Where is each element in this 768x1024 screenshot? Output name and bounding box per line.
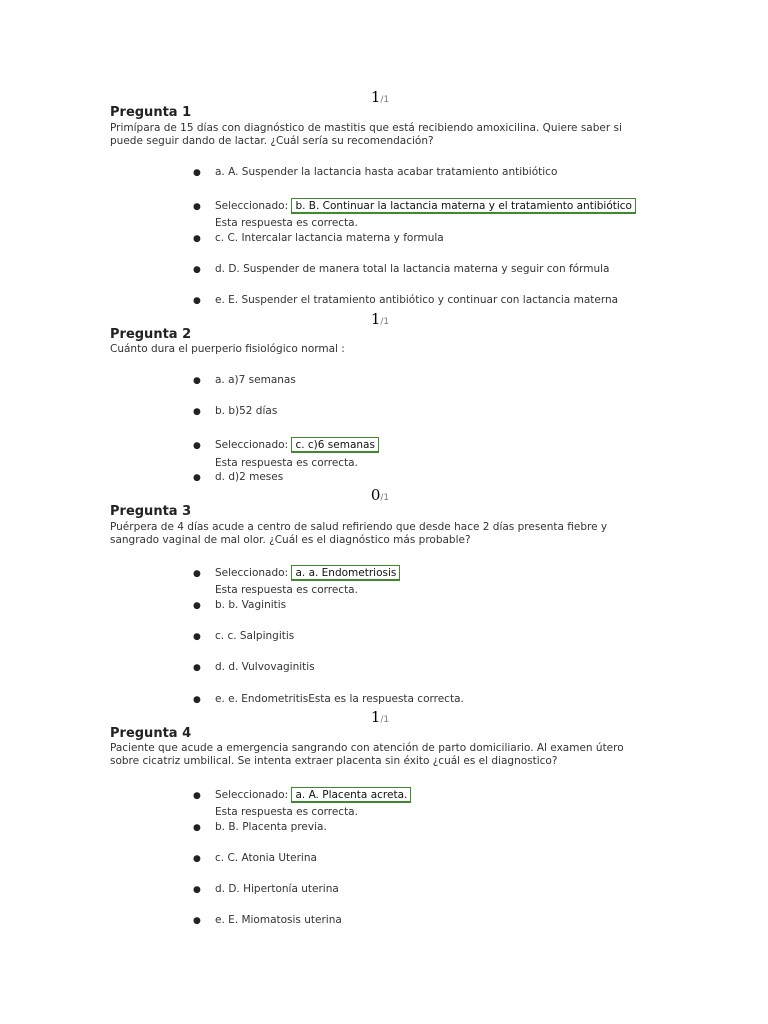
question-score: 1/1	[370, 88, 390, 106]
answer-option[interactable]: ● d. d)2 meses	[193, 471, 284, 483]
bullet-icon: ●	[193, 695, 201, 705]
question-text: Puérpera de 4 días acude a centro de salud refiriendo que desde hace 2 días presenta fiebre y sangrado vaginal de mal olor. ¿Cuál es el diagnóstico más probable?	[110, 521, 608, 546]
answer-option-selected[interactable]: ● Seleccionado: a. A. Placenta acreta.	[193, 789, 411, 803]
answer-option[interactable]: ● e. E. Miomatosis uterina	[193, 914, 342, 926]
answer-option[interactable]: ● b. B. Placenta previa.	[193, 821, 327, 833]
answer-feedback: Esta respuesta es correcta.	[215, 584, 358, 596]
question-title: Pregunta 1	[110, 105, 192, 120]
bullet-icon: ●	[193, 885, 201, 895]
answer-option[interactable]: ● c. C. Atonia Uterina	[193, 852, 317, 864]
question-text: Paciente que acude a emergencia sangrando con atención de parto domiciliario. Al examen útero sobre cicatriz umbilical. Se intenta extraer placenta sin éxito ¿cuál es el diagnostico?	[110, 742, 624, 767]
bullet-icon: ●	[193, 823, 201, 833]
answer-option[interactable]: ● a. a)7 semanas	[193, 374, 296, 386]
question-text: Cuánto dura el puerperio fisiológico normal :	[110, 343, 345, 355]
answer-option[interactable]: ● d. D. Hipertonía uterina	[193, 883, 339, 895]
bullet-icon: ●	[193, 265, 201, 275]
question-title: Pregunta 2	[110, 327, 192, 342]
bullet-icon: ●	[193, 473, 201, 483]
question-score: 0/1	[370, 486, 390, 504]
bullet-icon: ●	[193, 916, 201, 926]
answer-feedback: Esta respuesta es correcta.	[215, 806, 358, 818]
bullet-icon: ●	[193, 441, 201, 451]
bullet-icon: ●	[193, 234, 201, 244]
bullet-icon: ●	[193, 376, 201, 386]
bullet-icon: ●	[193, 601, 201, 611]
selected-answer-box: a. A. Placenta acreta.	[291, 787, 411, 803]
bullet-icon: ●	[193, 854, 201, 864]
answer-option-selected[interactable]: ● Seleccionado: c. c)6 semanas	[193, 439, 379, 453]
question-text: Primípara de 15 días con diagnóstico de mastitis que está recibiendo amoxicilina. Quiere saber si puede seguir dando de lactar. ¿Cuál sería su recomendación?	[110, 122, 622, 147]
question-title: Pregunta 3	[110, 504, 192, 519]
answer-option[interactable]: ● c. c. Salpingitis	[193, 630, 295, 642]
answer-feedback: Esta respuesta es correcta.	[215, 457, 358, 469]
bullet-icon: ●	[193, 791, 201, 801]
answer-option[interactable]: ● d. D. Suspender de manera total la lactancia materna y seguir con fórmula	[193, 263, 610, 275]
answer-option-selected[interactable]: ● Seleccionado: b. B. Continuar la lactancia materna y el tratamiento antibiótico	[193, 200, 636, 214]
answer-option[interactable]: ● e. E. Suspender el tratamiento antibiótico y continuar con lactancia materna	[193, 294, 619, 306]
selected-answer-box: a. a. Endometriosis	[291, 565, 400, 581]
answer-feedback: Esta respuesta es correcta.	[215, 217, 358, 229]
answer-option[interactable]: ● a. A. Suspender la lactancia hasta acabar tratamiento antibiótico	[193, 166, 558, 178]
bullet-icon: ●	[193, 632, 201, 642]
bullet-icon: ●	[193, 202, 201, 212]
answer-option[interactable]: ● d. d. Vulvovaginitis	[193, 661, 315, 673]
selected-answer-box: b. B. Continuar la lactancia materna y el tratamiento antibiótico	[291, 198, 636, 214]
question-score: 1/1	[370, 708, 390, 726]
bullet-icon: ●	[193, 569, 201, 579]
selected-answer-box: c. c)6 semanas	[291, 437, 379, 453]
question-score: 1/1	[370, 310, 390, 328]
bullet-icon: ●	[193, 296, 201, 306]
answer-option-selected[interactable]: ● Seleccionado: a. a. Endometriosis	[193, 567, 400, 581]
answer-option[interactable]: ● b. b. Vaginitis	[193, 599, 287, 611]
bullet-icon: ●	[193, 407, 201, 417]
bullet-icon: ●	[193, 168, 201, 178]
question-title: Pregunta 4	[110, 726, 192, 741]
answer-option[interactable]: ● e. e. EndometritisEsta es la respuesta correcta.	[193, 693, 464, 705]
bullet-icon: ●	[193, 663, 201, 673]
answer-option[interactable]: ● c. C. Intercalar lactancia materna y formula	[193, 232, 444, 244]
answer-option[interactable]: ● b. b)52 días	[193, 405, 278, 417]
